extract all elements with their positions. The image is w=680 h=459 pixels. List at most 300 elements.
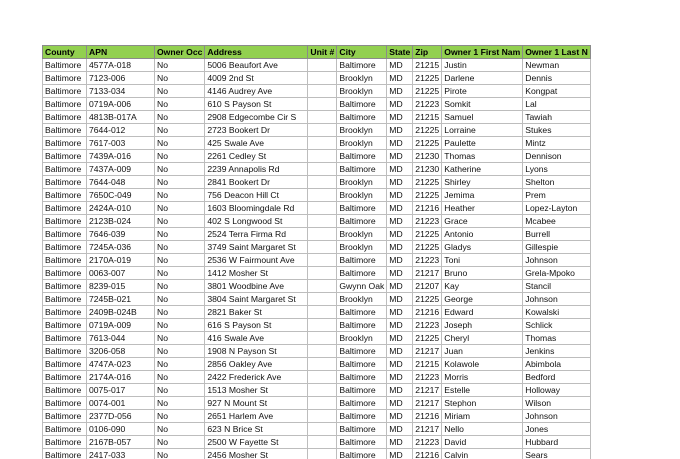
cell-owner-1-last-n[interactable]: Lal xyxy=(523,98,591,111)
cell-address[interactable]: 616 S Payson St xyxy=(205,319,308,332)
cell-apn[interactable]: 0074-001 xyxy=(87,397,155,410)
cell-county[interactable]: Baltimore xyxy=(43,293,87,306)
column-header-apn[interactable]: APN xyxy=(87,46,155,59)
cell-owner-1-first-nam[interactable]: Samuel xyxy=(442,111,523,124)
cell-apn[interactable]: 7650C-049 xyxy=(87,189,155,202)
cell-owner-occ[interactable]: No xyxy=(155,202,205,215)
cell-unit[interactable] xyxy=(308,124,337,137)
cell-apn[interactable]: 7245B-021 xyxy=(87,293,155,306)
cell-owner-1-first-nam[interactable]: Stephon xyxy=(442,397,523,410)
column-header-zip[interactable]: Zip xyxy=(413,46,442,59)
cell-owner-occ[interactable]: No xyxy=(155,163,205,176)
cell-owner-1-last-n[interactable]: Jones xyxy=(523,423,591,436)
cell-zip[interactable]: 21225 xyxy=(413,176,442,189)
cell-unit[interactable] xyxy=(308,59,337,72)
cell-unit[interactable] xyxy=(308,306,337,319)
cell-zip[interactable]: 21223 xyxy=(413,215,442,228)
cell-zip[interactable]: 21225 xyxy=(413,241,442,254)
cell-zip[interactable]: 21230 xyxy=(413,150,442,163)
cell-unit[interactable] xyxy=(308,423,337,436)
cell-apn[interactable]: 7613-044 xyxy=(87,332,155,345)
cell-apn[interactable]: 3206-058 xyxy=(87,345,155,358)
cell-state[interactable]: MD xyxy=(387,241,413,254)
cell-zip[interactable]: 21225 xyxy=(413,293,442,306)
cell-state[interactable]: MD xyxy=(387,449,413,459)
cell-city[interactable]: Brooklyn xyxy=(337,228,387,241)
cell-apn[interactable]: 2167B-057 xyxy=(87,436,155,449)
cell-state[interactable]: MD xyxy=(387,59,413,72)
cell-owner-1-first-nam[interactable]: Nello xyxy=(442,423,523,436)
cell-unit[interactable] xyxy=(308,137,337,150)
cell-county[interactable]: Baltimore xyxy=(43,371,87,384)
cell-zip[interactable]: 21225 xyxy=(413,124,442,137)
cell-owner-occ[interactable]: No xyxy=(155,241,205,254)
cell-unit[interactable] xyxy=(308,410,337,423)
cell-owner-1-first-nam[interactable]: Cheryl xyxy=(442,332,523,345)
cell-owner-1-last-n[interactable]: Lyons xyxy=(523,163,591,176)
cell-county[interactable]: Baltimore xyxy=(43,436,87,449)
cell-unit[interactable] xyxy=(308,254,337,267)
cell-zip[interactable]: 21223 xyxy=(413,98,442,111)
cell-county[interactable]: Baltimore xyxy=(43,319,87,332)
cell-address[interactable]: 2841 Bookert Dr xyxy=(205,176,308,189)
cell-city[interactable]: Baltimore xyxy=(337,436,387,449)
cell-unit[interactable] xyxy=(308,72,337,85)
cell-owner-1-first-nam[interactable]: Edward xyxy=(442,306,523,319)
cell-address[interactable]: 756 Deacon Hill Ct xyxy=(205,189,308,202)
cell-apn[interactable]: 0719A-006 xyxy=(87,98,155,111)
cell-state[interactable]: MD xyxy=(387,189,413,202)
cell-apn[interactable]: 7646-039 xyxy=(87,228,155,241)
cell-owner-1-last-n[interactable]: Lopez-Layton xyxy=(523,202,591,215)
cell-city[interactable]: Baltimore xyxy=(337,358,387,371)
cell-unit[interactable] xyxy=(308,202,337,215)
cell-city[interactable]: Baltimore xyxy=(337,306,387,319)
column-header-owner-1-first-nam[interactable]: Owner 1 First Nam xyxy=(442,46,523,59)
cell-owner-1-last-n[interactable]: Dennison xyxy=(523,150,591,163)
cell-owner-1-first-nam[interactable]: Thomas xyxy=(442,150,523,163)
cell-owner-1-last-n[interactable]: Thomas xyxy=(523,332,591,345)
cell-city[interactable]: Brooklyn xyxy=(337,241,387,254)
cell-owner-1-first-nam[interactable]: Juan xyxy=(442,345,523,358)
cell-address[interactable]: 2856 Oakley Ave xyxy=(205,358,308,371)
cell-zip[interactable]: 21215 xyxy=(413,111,442,124)
cell-zip[interactable]: 21216 xyxy=(413,449,442,459)
cell-apn[interactable]: 2409B-024B xyxy=(87,306,155,319)
cell-owner-1-last-n[interactable]: Grela-Mpoko xyxy=(523,267,591,280)
cell-owner-1-last-n[interactable]: Burrell xyxy=(523,228,591,241)
cell-unit[interactable] xyxy=(308,436,337,449)
cell-county[interactable]: Baltimore xyxy=(43,241,87,254)
cell-address[interactable]: 402 S Longwood St xyxy=(205,215,308,228)
cell-unit[interactable] xyxy=(308,332,337,345)
cell-county[interactable]: Baltimore xyxy=(43,72,87,85)
cell-unit[interactable] xyxy=(308,449,337,459)
cell-state[interactable]: MD xyxy=(387,397,413,410)
cell-apn[interactable]: 2417-033 xyxy=(87,449,155,459)
cell-address[interactable]: 3749 Saint Margaret St xyxy=(205,241,308,254)
cell-state[interactable]: MD xyxy=(387,124,413,137)
cell-zip[interactable]: 21225 xyxy=(413,189,442,202)
cell-owner-1-last-n[interactable]: Schlick xyxy=(523,319,591,332)
cell-unit[interactable] xyxy=(308,241,337,254)
cell-apn[interactable]: 0075-017 xyxy=(87,384,155,397)
cell-owner-1-first-nam[interactable]: George xyxy=(442,293,523,306)
cell-owner-occ[interactable]: No xyxy=(155,176,205,189)
cell-zip[interactable]: 21216 xyxy=(413,410,442,423)
cell-owner-occ[interactable]: No xyxy=(155,59,205,72)
cell-owner-occ[interactable]: No xyxy=(155,410,205,423)
cell-state[interactable]: MD xyxy=(387,436,413,449)
cell-owner-occ[interactable]: No xyxy=(155,371,205,384)
cell-county[interactable]: Baltimore xyxy=(43,306,87,319)
cell-unit[interactable] xyxy=(308,163,337,176)
cell-owner-1-first-nam[interactable]: Grace xyxy=(442,215,523,228)
cell-county[interactable]: Baltimore xyxy=(43,228,87,241)
cell-owner-occ[interactable]: No xyxy=(155,423,205,436)
cell-owner-occ[interactable]: No xyxy=(155,215,205,228)
cell-city[interactable]: Baltimore xyxy=(337,423,387,436)
cell-state[interactable]: MD xyxy=(387,293,413,306)
cell-county[interactable]: Baltimore xyxy=(43,59,87,72)
cell-state[interactable]: MD xyxy=(387,332,413,345)
cell-county[interactable]: Baltimore xyxy=(43,189,87,202)
cell-county[interactable]: Baltimore xyxy=(43,254,87,267)
cell-state[interactable]: MD xyxy=(387,254,413,267)
cell-county[interactable]: Baltimore xyxy=(43,332,87,345)
cell-unit[interactable] xyxy=(308,150,337,163)
cell-unit[interactable] xyxy=(308,267,337,280)
cell-address[interactable]: 623 N Brice St xyxy=(205,423,308,436)
cell-zip[interactable]: 21207 xyxy=(413,280,442,293)
column-header-owner-occ[interactable]: Owner Occ xyxy=(155,46,205,59)
cell-zip[interactable]: 21217 xyxy=(413,267,442,280)
cell-county[interactable]: Baltimore xyxy=(43,215,87,228)
cell-zip[interactable]: 21217 xyxy=(413,397,442,410)
cell-zip[interactable]: 21223 xyxy=(413,371,442,384)
cell-owner-occ[interactable]: No xyxy=(155,449,205,459)
cell-address[interactable]: 1908 N Payson St xyxy=(205,345,308,358)
cell-state[interactable]: MD xyxy=(387,137,413,150)
cell-state[interactable]: MD xyxy=(387,319,413,332)
cell-state[interactable]: MD xyxy=(387,410,413,423)
cell-address[interactable]: 2524 Terra Firma Rd xyxy=(205,228,308,241)
cell-address[interactable]: 2821 Baker St xyxy=(205,306,308,319)
cell-owner-occ[interactable]: No xyxy=(155,228,205,241)
cell-county[interactable]: Baltimore xyxy=(43,358,87,371)
column-header-state[interactable]: State xyxy=(387,46,413,59)
cell-address[interactable]: 2500 W Fayette St xyxy=(205,436,308,449)
cell-unit[interactable] xyxy=(308,85,337,98)
cell-address[interactable]: 2261 Cedley St xyxy=(205,150,308,163)
cell-address[interactable]: 2422 Frederick Ave xyxy=(205,371,308,384)
cell-address[interactable]: 2239 Annapolis Rd xyxy=(205,163,308,176)
cell-city[interactable]: Baltimore xyxy=(337,267,387,280)
cell-city[interactable]: Brooklyn xyxy=(337,176,387,189)
cell-county[interactable]: Baltimore xyxy=(43,449,87,459)
cell-state[interactable]: MD xyxy=(387,358,413,371)
cell-zip[interactable]: 21225 xyxy=(413,72,442,85)
cell-owner-occ[interactable]: No xyxy=(155,280,205,293)
cell-state[interactable]: MD xyxy=(387,345,413,358)
cell-zip[interactable]: 21223 xyxy=(413,436,442,449)
cell-unit[interactable] xyxy=(308,293,337,306)
cell-zip[interactable]: 21223 xyxy=(413,319,442,332)
cell-address[interactable]: 610 S Payson St xyxy=(205,98,308,111)
cell-address[interactable]: 3804 Saint Margaret St xyxy=(205,293,308,306)
cell-unit[interactable] xyxy=(308,280,337,293)
cell-unit[interactable] xyxy=(308,397,337,410)
cell-address[interactable]: 2723 Bookert Dr xyxy=(205,124,308,137)
cell-city[interactable]: Baltimore xyxy=(337,111,387,124)
cell-address[interactable]: 1603 Bloomingdale Rd xyxy=(205,202,308,215)
cell-zip[interactable]: 21223 xyxy=(413,254,442,267)
cell-city[interactable]: Brooklyn xyxy=(337,124,387,137)
cell-owner-1-first-nam[interactable]: Kay xyxy=(442,280,523,293)
cell-owner-occ[interactable]: No xyxy=(155,189,205,202)
cell-unit[interactable] xyxy=(308,111,337,124)
cell-owner-occ[interactable]: No xyxy=(155,137,205,150)
cell-address[interactable]: 2536 W Fairmount Ave xyxy=(205,254,308,267)
cell-county[interactable]: Baltimore xyxy=(43,176,87,189)
cell-owner-occ[interactable]: No xyxy=(155,384,205,397)
cell-city[interactable]: Baltimore xyxy=(337,319,387,332)
cell-unit[interactable] xyxy=(308,358,337,371)
cell-apn[interactable]: 2377D-056 xyxy=(87,410,155,423)
cell-address[interactable]: 425 Swale Ave xyxy=(205,137,308,150)
cell-county[interactable]: Baltimore xyxy=(43,397,87,410)
cell-owner-1-first-nam[interactable]: Somkit xyxy=(442,98,523,111)
cell-owner-1-first-nam[interactable]: Lorraine xyxy=(442,124,523,137)
cell-unit[interactable] xyxy=(308,215,337,228)
cell-owner-1-last-n[interactable]: Newman xyxy=(523,59,591,72)
cell-owner-1-first-nam[interactable]: Jemima xyxy=(442,189,523,202)
cell-address[interactable]: 4146 Audrey Ave xyxy=(205,85,308,98)
cell-county[interactable]: Baltimore xyxy=(43,137,87,150)
cell-owner-occ[interactable]: No xyxy=(155,332,205,345)
cell-zip[interactable]: 21217 xyxy=(413,423,442,436)
cell-state[interactable]: MD xyxy=(387,150,413,163)
cell-owner-1-last-n[interactable]: Sears xyxy=(523,449,591,459)
cell-owner-1-last-n[interactable]: Tawiah xyxy=(523,111,591,124)
cell-county[interactable]: Baltimore xyxy=(43,85,87,98)
cell-owner-1-last-n[interactable]: Johnson xyxy=(523,254,591,267)
cell-owner-1-last-n[interactable]: Hubbard xyxy=(523,436,591,449)
cell-address[interactable]: 1412 Mosher St xyxy=(205,267,308,280)
cell-owner-occ[interactable]: No xyxy=(155,267,205,280)
cell-apn[interactable]: 0106-090 xyxy=(87,423,155,436)
cell-owner-occ[interactable]: No xyxy=(155,397,205,410)
cell-owner-1-first-nam[interactable]: Antonio xyxy=(442,228,523,241)
cell-state[interactable]: MD xyxy=(387,163,413,176)
cell-owner-1-last-n[interactable]: Gillespie xyxy=(523,241,591,254)
cell-unit[interactable] xyxy=(308,228,337,241)
cell-owner-1-first-nam[interactable]: Katherine xyxy=(442,163,523,176)
cell-owner-occ[interactable]: No xyxy=(155,319,205,332)
cell-unit[interactable] xyxy=(308,345,337,358)
cell-apn[interactable]: 7245A-036 xyxy=(87,241,155,254)
cell-city[interactable]: Baltimore xyxy=(337,397,387,410)
cell-city[interactable]: Baltimore xyxy=(337,449,387,459)
cell-city[interactable]: Baltimore xyxy=(337,98,387,111)
cell-apn[interactable]: 7617-003 xyxy=(87,137,155,150)
cell-apn[interactable]: 2123B-024 xyxy=(87,215,155,228)
cell-state[interactable]: MD xyxy=(387,111,413,124)
cell-county[interactable]: Baltimore xyxy=(43,111,87,124)
cell-city[interactable]: Brooklyn xyxy=(337,72,387,85)
cell-state[interactable]: MD xyxy=(387,280,413,293)
cell-owner-1-first-nam[interactable]: Miriam xyxy=(442,410,523,423)
cell-apn[interactable]: 2170A-019 xyxy=(87,254,155,267)
cell-county[interactable]: Baltimore xyxy=(43,124,87,137)
cell-county[interactable]: Baltimore xyxy=(43,98,87,111)
cell-state[interactable]: MD xyxy=(387,176,413,189)
cell-city[interactable]: Baltimore xyxy=(337,410,387,423)
cell-owner-1-first-nam[interactable]: Joseph xyxy=(442,319,523,332)
cell-unit[interactable] xyxy=(308,371,337,384)
cell-city[interactable]: Baltimore xyxy=(337,59,387,72)
cell-owner-1-first-nam[interactable]: Morris xyxy=(442,371,523,384)
cell-unit[interactable] xyxy=(308,176,337,189)
cell-city[interactable]: Brooklyn xyxy=(337,137,387,150)
cell-owner-1-first-nam[interactable]: Bruno xyxy=(442,267,523,280)
cell-address[interactable]: 2456 Mosher St xyxy=(205,449,308,459)
cell-owner-1-last-n[interactable]: Prem xyxy=(523,189,591,202)
cell-owner-occ[interactable]: No xyxy=(155,293,205,306)
cell-owner-1-first-nam[interactable]: Estelle xyxy=(442,384,523,397)
cell-unit[interactable] xyxy=(308,98,337,111)
cell-city[interactable]: Baltimore xyxy=(337,150,387,163)
cell-owner-1-last-n[interactable]: Johnson xyxy=(523,410,591,423)
column-header-city[interactable]: City xyxy=(337,46,387,59)
cell-owner-1-last-n[interactable]: Stukes xyxy=(523,124,591,137)
cell-county[interactable]: Baltimore xyxy=(43,150,87,163)
cell-owner-1-first-nam[interactable]: Kolawole xyxy=(442,358,523,371)
cell-owner-1-last-n[interactable]: Holloway xyxy=(523,384,591,397)
cell-zip[interactable]: 21216 xyxy=(413,202,442,215)
cell-unit[interactable] xyxy=(308,319,337,332)
cell-state[interactable]: MD xyxy=(387,215,413,228)
cell-state[interactable]: MD xyxy=(387,371,413,384)
cell-owner-occ[interactable]: No xyxy=(155,150,205,163)
cell-city[interactable]: Baltimore xyxy=(337,254,387,267)
cell-owner-1-last-n[interactable]: Johnson xyxy=(523,293,591,306)
cell-state[interactable]: MD xyxy=(387,384,413,397)
cell-city[interactable]: Baltimore xyxy=(337,345,387,358)
cell-apn[interactable]: 2424A-010 xyxy=(87,202,155,215)
cell-apn[interactable]: 4813B-017A xyxy=(87,111,155,124)
cell-zip[interactable]: 21225 xyxy=(413,85,442,98)
cell-address[interactable]: 3801 Woodbine Ave xyxy=(205,280,308,293)
cell-apn[interactable]: 4577A-018 xyxy=(87,59,155,72)
cell-zip[interactable]: 21225 xyxy=(413,137,442,150)
cell-owner-1-last-n[interactable]: Wilson xyxy=(523,397,591,410)
cell-city[interactable]: Baltimore xyxy=(337,371,387,384)
cell-address[interactable]: 5006 Beaufort Ave xyxy=(205,59,308,72)
cell-owner-1-last-n[interactable]: Stancil xyxy=(523,280,591,293)
cell-state[interactable]: MD xyxy=(387,306,413,319)
cell-owner-1-last-n[interactable]: Mintz xyxy=(523,137,591,150)
cell-owner-occ[interactable]: No xyxy=(155,124,205,137)
cell-owner-1-first-nam[interactable]: Paulette xyxy=(442,137,523,150)
cell-state[interactable]: MD xyxy=(387,267,413,280)
cell-zip[interactable]: 21217 xyxy=(413,384,442,397)
column-header-unit[interactable]: Unit # xyxy=(308,46,337,59)
cell-state[interactable]: MD xyxy=(387,423,413,436)
cell-owner-occ[interactable]: No xyxy=(155,358,205,371)
cell-owner-1-last-n[interactable]: Abimbola xyxy=(523,358,591,371)
cell-zip[interactable]: 21217 xyxy=(413,345,442,358)
cell-county[interactable]: Baltimore xyxy=(43,267,87,280)
cell-city[interactable]: Brooklyn xyxy=(337,189,387,202)
cell-unit[interactable] xyxy=(308,384,337,397)
cell-zip[interactable]: 21230 xyxy=(413,163,442,176)
cell-apn[interactable]: 7439A-016 xyxy=(87,150,155,163)
cell-city[interactable]: Baltimore xyxy=(337,163,387,176)
cell-owner-occ[interactable]: No xyxy=(155,85,205,98)
cell-state[interactable]: MD xyxy=(387,72,413,85)
cell-apn[interactable]: 7437A-009 xyxy=(87,163,155,176)
cell-apn[interactable]: 8239-015 xyxy=(87,280,155,293)
column-header-county[interactable]: County xyxy=(43,46,87,59)
cell-owner-1-first-nam[interactable]: Calvin xyxy=(442,449,523,459)
cell-apn[interactable]: 7133-034 xyxy=(87,85,155,98)
cell-apn[interactable]: 7123-006 xyxy=(87,72,155,85)
cell-owner-1-first-nam[interactable]: Darlene xyxy=(442,72,523,85)
cell-apn[interactable]: 2174A-016 xyxy=(87,371,155,384)
cell-apn[interactable]: 7644-048 xyxy=(87,176,155,189)
cell-owner-1-first-nam[interactable]: Shirley xyxy=(442,176,523,189)
cell-apn[interactable]: 0063-007 xyxy=(87,267,155,280)
cell-owner-1-first-nam[interactable]: Pirote xyxy=(442,85,523,98)
column-header-owner-1-last-n[interactable]: Owner 1 Last N xyxy=(523,46,591,59)
cell-owner-1-first-nam[interactable]: Justin xyxy=(442,59,523,72)
cell-address[interactable]: 1513 Mosher St xyxy=(205,384,308,397)
cell-owner-1-last-n[interactable]: Shelton xyxy=(523,176,591,189)
cell-owner-occ[interactable]: No xyxy=(155,345,205,358)
cell-owner-1-first-nam[interactable]: Toni xyxy=(442,254,523,267)
column-header-address[interactable]: Address xyxy=(205,46,308,59)
cell-owner-occ[interactable]: No xyxy=(155,306,205,319)
cell-zip[interactable]: 21216 xyxy=(413,306,442,319)
cell-zip[interactable]: 21215 xyxy=(413,358,442,371)
cell-owner-occ[interactable]: No xyxy=(155,436,205,449)
cell-owner-occ[interactable]: No xyxy=(155,254,205,267)
cell-city[interactable]: Brooklyn xyxy=(337,332,387,345)
cell-apn[interactable]: 7644-012 xyxy=(87,124,155,137)
cell-city[interactable]: Gwynn Oak xyxy=(337,280,387,293)
cell-county[interactable]: Baltimore xyxy=(43,423,87,436)
cell-state[interactable]: MD xyxy=(387,228,413,241)
cell-owner-1-first-nam[interactable]: Gladys xyxy=(442,241,523,254)
cell-unit[interactable] xyxy=(308,189,337,202)
cell-state[interactable]: MD xyxy=(387,85,413,98)
cell-county[interactable]: Baltimore xyxy=(43,410,87,423)
cell-city[interactable]: Baltimore xyxy=(337,384,387,397)
cell-address[interactable]: 4009 2nd St xyxy=(205,72,308,85)
cell-address[interactable]: 2908 Edgecombe Cir S xyxy=(205,111,308,124)
cell-address[interactable]: 416 Swale Ave xyxy=(205,332,308,345)
cell-owner-occ[interactable]: No xyxy=(155,72,205,85)
cell-apn[interactable]: 4747A-023 xyxy=(87,358,155,371)
cell-zip[interactable]: 21225 xyxy=(413,228,442,241)
cell-address[interactable]: 2651 Harlem Ave xyxy=(205,410,308,423)
cell-city[interactable]: Baltimore xyxy=(337,215,387,228)
cell-owner-1-last-n[interactable]: Jenkins xyxy=(523,345,591,358)
cell-county[interactable]: Baltimore xyxy=(43,163,87,176)
cell-address[interactable]: 927 N Mount St xyxy=(205,397,308,410)
cell-state[interactable]: MD xyxy=(387,202,413,215)
